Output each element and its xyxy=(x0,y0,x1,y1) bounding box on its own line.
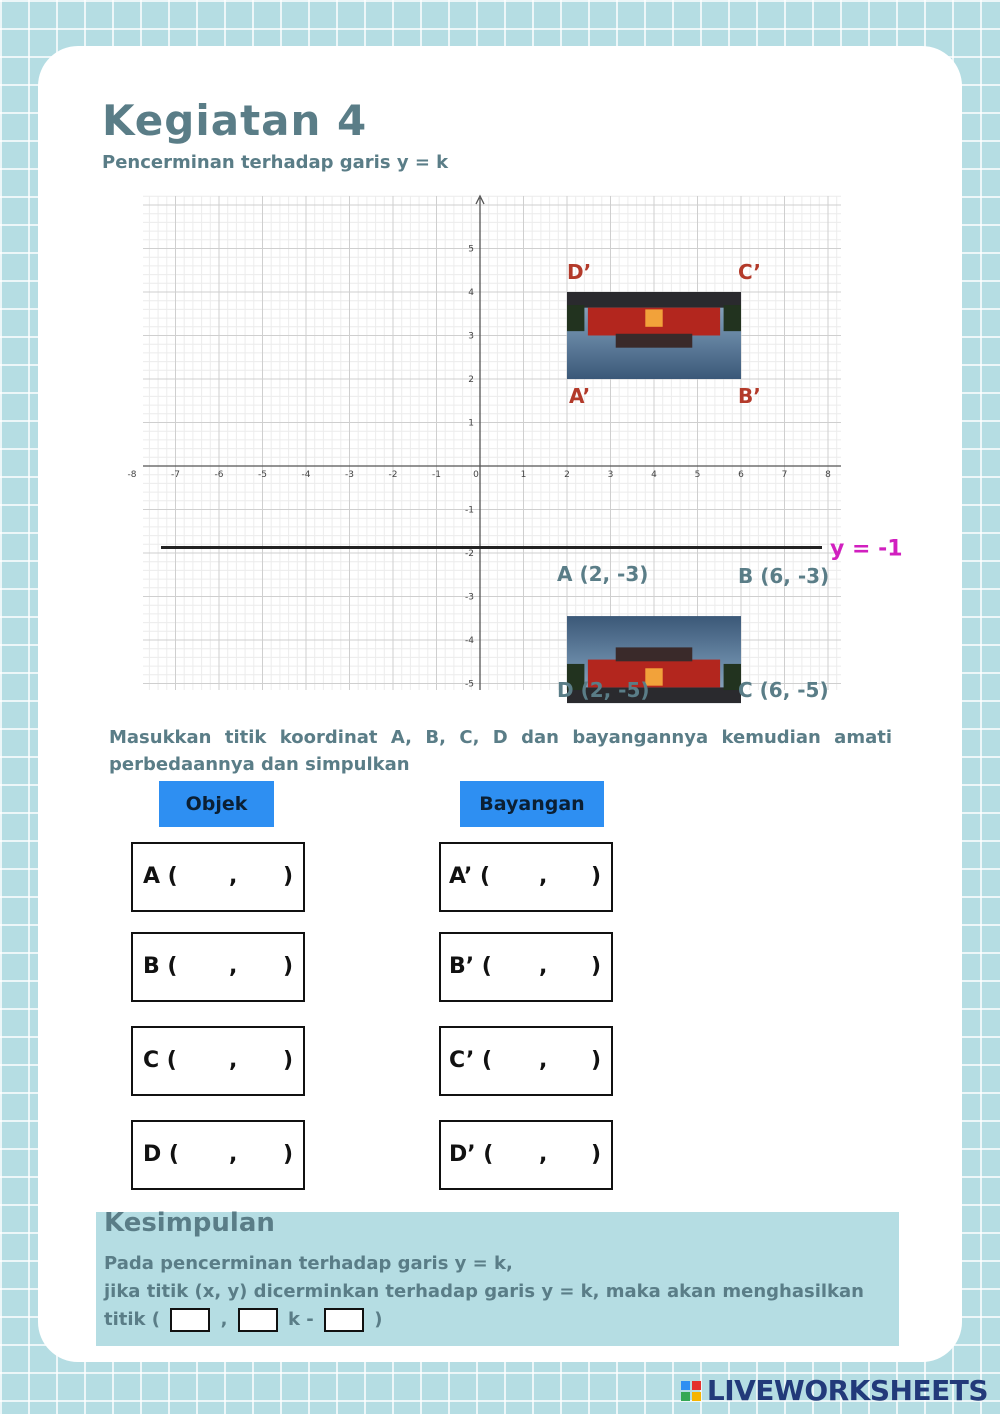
axes xyxy=(143,196,841,690)
x-tick-label: -2 xyxy=(388,470,398,480)
conclusion-line-1: Pada pencerminan terhadap garis y = k, xyxy=(104,1253,513,1274)
object-column-header: Objek xyxy=(159,781,274,827)
x-tick-label: 8 xyxy=(825,470,831,480)
conclusion-k-minus: k - xyxy=(287,1309,314,1330)
coord-input-d[interactable] xyxy=(131,1120,305,1190)
answer-blank-x[interactable] xyxy=(170,1308,210,1332)
x-tick-label: -8 xyxy=(127,470,137,480)
y-tick-label: -1 xyxy=(465,505,474,516)
reflected-temple-image xyxy=(567,292,741,379)
page-subtitle: Pencerminan terhadap garis y = k xyxy=(102,152,449,173)
grid-minor xyxy=(143,196,841,690)
x-tick-label: -7 xyxy=(171,470,180,480)
x-tick-label: 7 xyxy=(781,470,788,480)
y-tick-label: 4 xyxy=(468,288,474,298)
instruction-text: Masukkan titik koordinat A, B, C, D dan bayangannya kemudian amati perbedaannya dan simpulkan xyxy=(109,727,892,775)
coord-label: C ( xyxy=(143,1048,177,1073)
coord-comma: , xyxy=(229,1048,238,1073)
coord-comma: , xyxy=(539,1142,548,1167)
coord-label: C’ ( xyxy=(449,1048,493,1073)
coord-input-c-prime[interactable] xyxy=(439,1026,613,1096)
coord-label: B ( xyxy=(143,954,178,979)
coord-close: ) xyxy=(590,1048,601,1073)
label-b-prime: B’ xyxy=(738,384,761,408)
label-a: A (2, -3) xyxy=(557,562,649,586)
x-tick-label: -1 xyxy=(432,470,441,480)
x-tick-label: 6 xyxy=(738,470,744,480)
y-tick-label: 3 xyxy=(468,331,474,342)
coord-label: D’ ( xyxy=(449,1142,494,1167)
x-tick-label: 2 xyxy=(564,470,570,480)
coord-close: ) xyxy=(282,954,293,979)
x-tick-label: 3 xyxy=(607,470,614,480)
y-tick-label: 2 xyxy=(468,375,474,385)
coord-input-d-prime[interactable] xyxy=(439,1120,613,1190)
coord-label: B’ ( xyxy=(449,954,492,979)
coord-comma: , xyxy=(229,864,238,889)
coord-comma: , xyxy=(229,1142,238,1167)
coord-label: A’ ( xyxy=(449,864,491,889)
y-tick-label: 1 xyxy=(468,418,474,429)
coord-close: ) xyxy=(282,1142,293,1167)
x-tick-label: -3 xyxy=(345,470,354,480)
liveworksheets-brand xyxy=(681,1374,988,1407)
label-b: B (6, -3) xyxy=(738,564,830,588)
y-tick-label: 5 xyxy=(468,244,474,255)
coord-input-a[interactable] xyxy=(131,842,305,912)
coord-comma: , xyxy=(539,1048,548,1073)
coord-close: ) xyxy=(590,954,601,979)
grid-major xyxy=(143,196,841,690)
conclusion-text xyxy=(104,1250,884,1334)
coord-close: ) xyxy=(590,864,601,889)
label-d-prime: D’ xyxy=(567,260,592,284)
y-tick-label: -4 xyxy=(465,636,474,646)
conclusion-prefix: titik ( xyxy=(104,1309,161,1330)
brand-text: LIVEWORKSHEETS xyxy=(706,1374,988,1407)
y-tick-label: -2 xyxy=(465,549,474,559)
label-c-prime: C’ xyxy=(738,260,762,284)
coord-close: ) xyxy=(282,1048,293,1073)
coord-close: ) xyxy=(282,864,293,889)
x-tick-label: -5 xyxy=(258,470,267,480)
x-tick-label: 1 xyxy=(520,470,527,480)
x-tick-label: 0 xyxy=(473,470,479,480)
coord-comma: , xyxy=(229,954,238,979)
conclusion-line-2: jika titik (x, y) dicerminkan terhadap garis y = k, maka akan menghasilkan xyxy=(104,1281,864,1302)
conclusion-sep: , xyxy=(220,1309,228,1330)
page-title: Kegiatan 4 xyxy=(102,96,368,145)
coord-input-a-prime[interactable] xyxy=(439,842,613,912)
coord-input-b-prime[interactable] xyxy=(439,932,613,1002)
label-a-prime: A’ xyxy=(569,384,591,408)
mirror-line-label: y = -1 xyxy=(830,536,903,562)
x-tick-label: 5 xyxy=(694,470,701,480)
x-tick-label: -4 xyxy=(301,470,311,480)
x-tick-label: -6 xyxy=(214,470,224,480)
x-tick-label: 4 xyxy=(651,470,657,480)
label-c: C (6, -5) xyxy=(738,678,829,702)
y-tick-label: -3 xyxy=(465,592,474,603)
conclusion-line-3 xyxy=(104,1306,884,1334)
conclusion-title: Kesimpulan xyxy=(104,1208,275,1238)
coord-label: A ( xyxy=(143,864,178,889)
y-tick-label: -5 xyxy=(465,679,474,690)
image-column-header: Bayangan xyxy=(460,781,604,827)
coord-input-c[interactable] xyxy=(131,1026,305,1096)
coord-label: D ( xyxy=(143,1142,179,1167)
conclusion-suffix: ) xyxy=(374,1309,383,1330)
coord-comma: , xyxy=(539,954,548,979)
coord-comma: , xyxy=(539,864,548,889)
coord-close: ) xyxy=(590,1142,601,1167)
label-d: D (2, -5) xyxy=(557,678,650,702)
conclusion-panel xyxy=(96,1208,899,1346)
answer-blank-k[interactable] xyxy=(238,1308,278,1332)
liveworksheets-logo-icon xyxy=(681,1381,701,1401)
answer-blank-y[interactable] xyxy=(324,1308,364,1332)
coord-input-b[interactable] xyxy=(131,932,305,1002)
